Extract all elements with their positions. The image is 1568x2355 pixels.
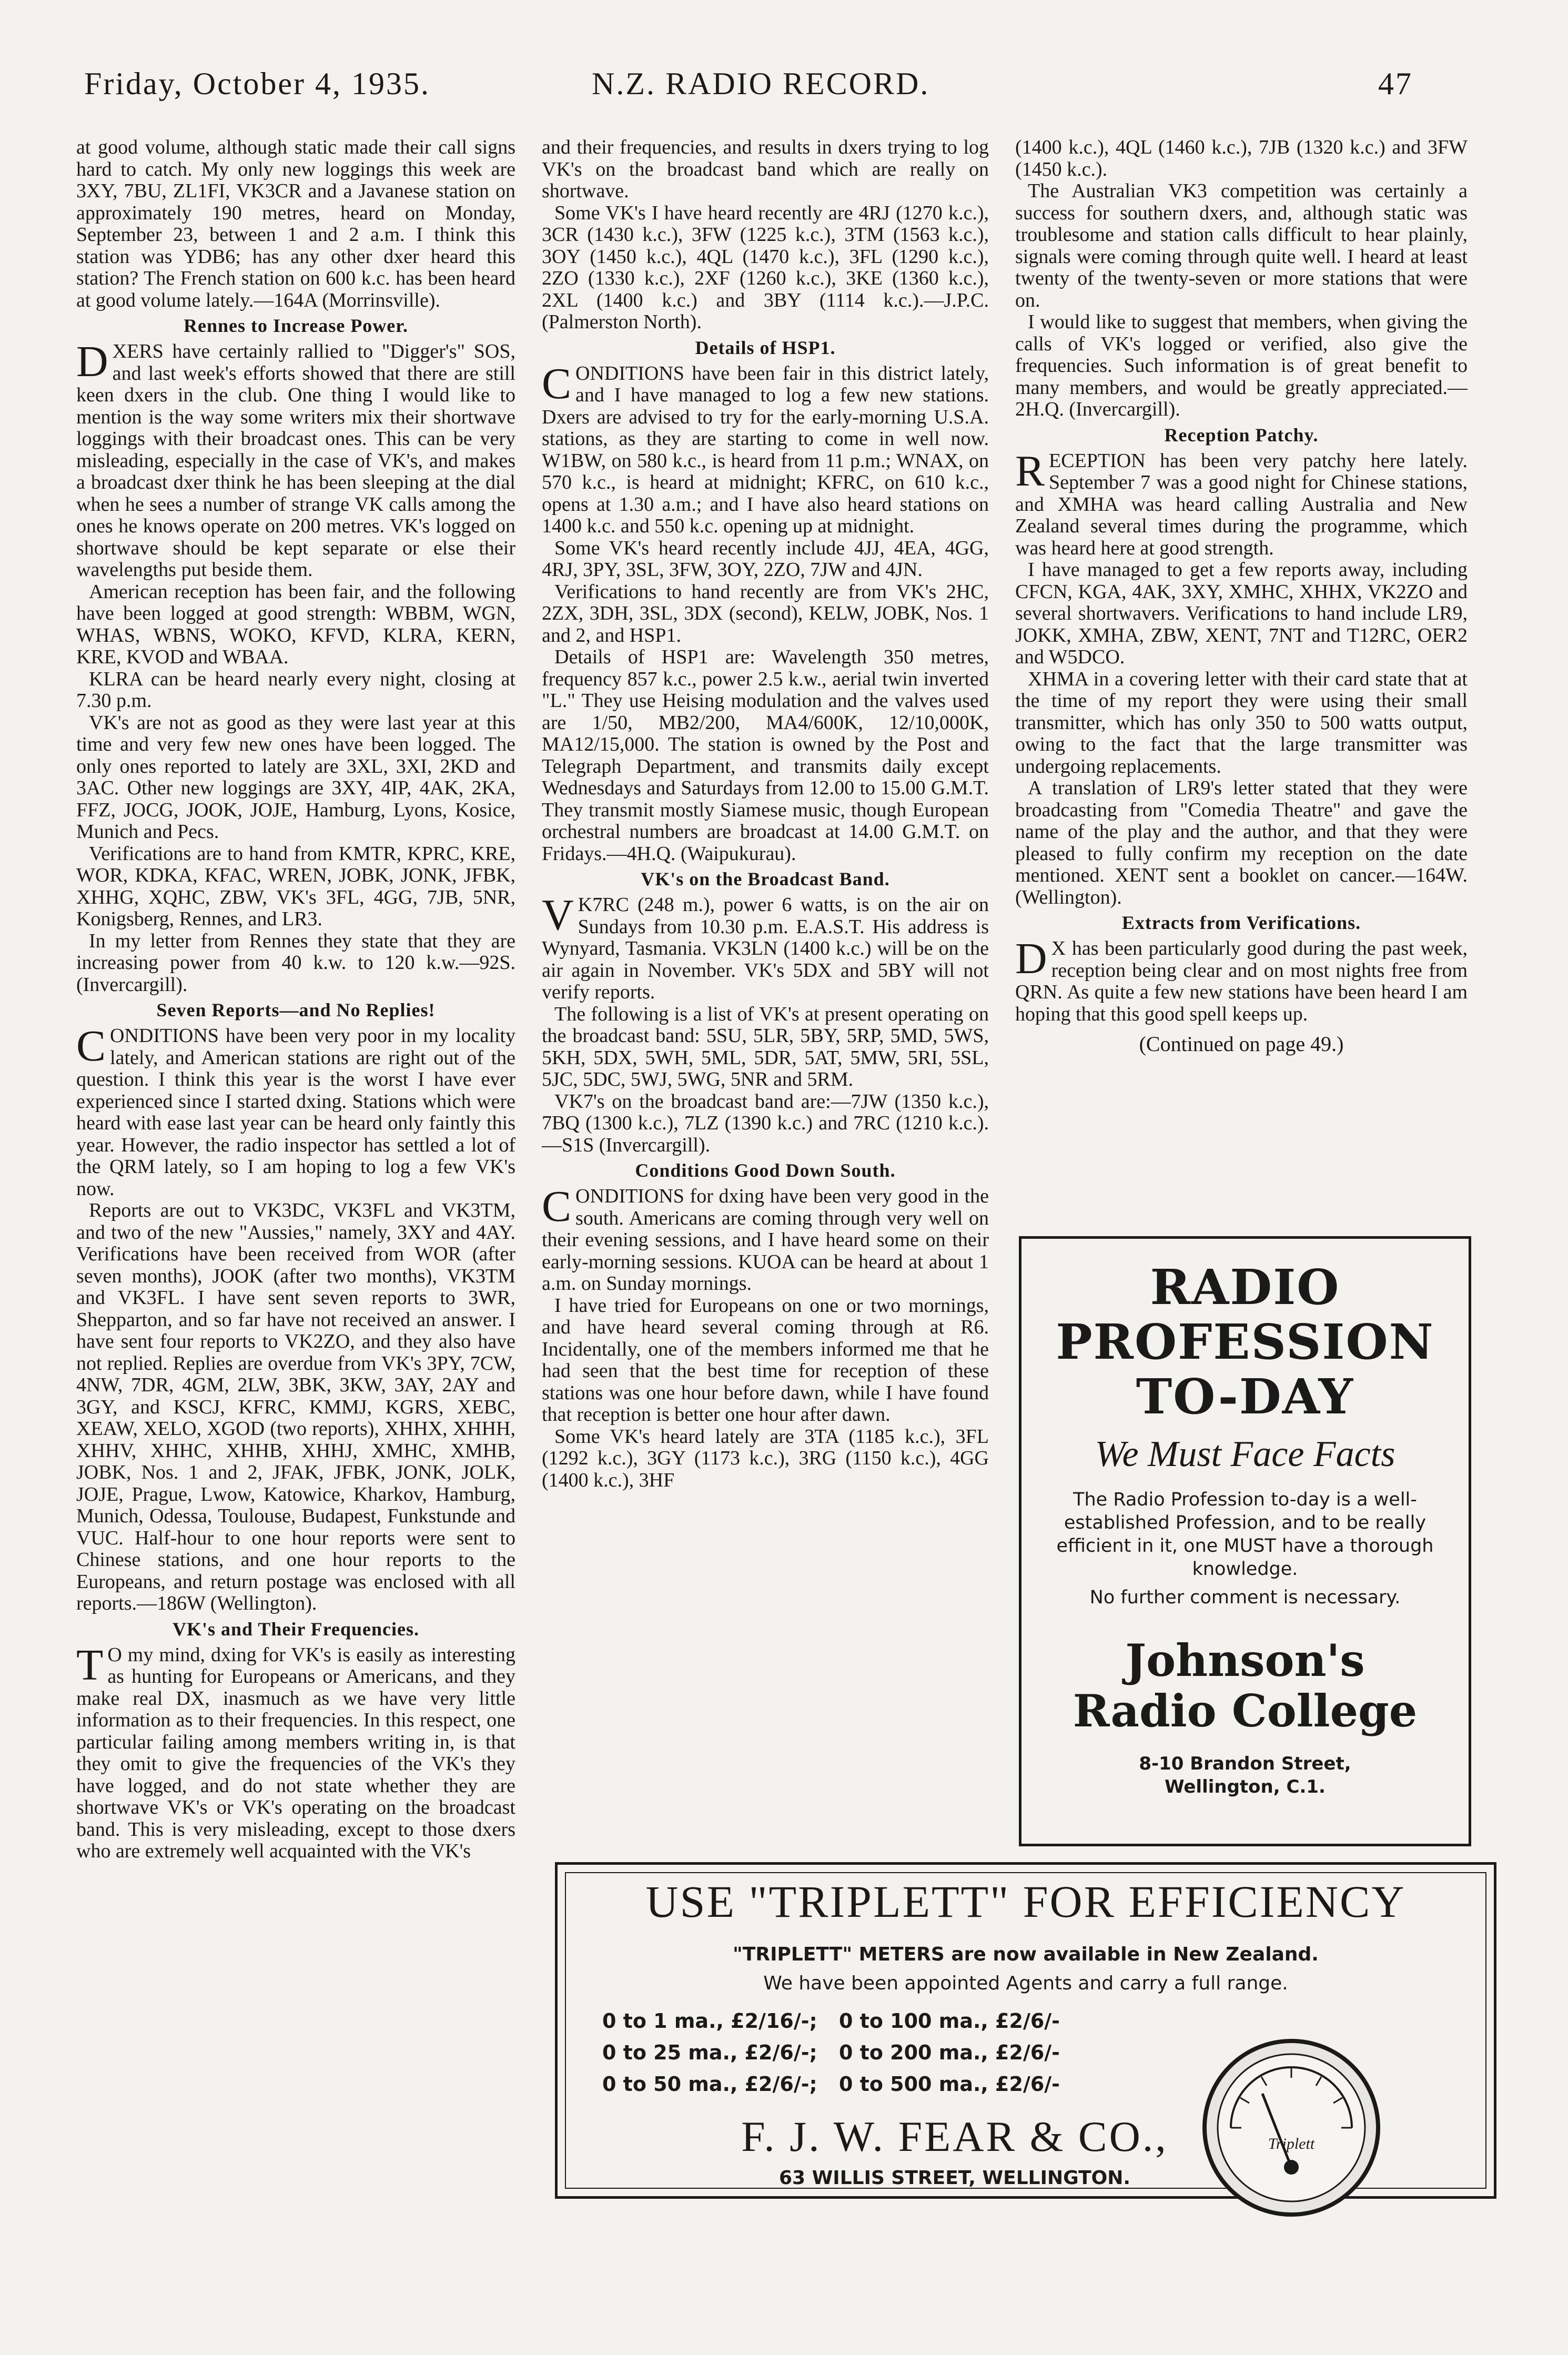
section-heading: Conditions Good Down South. [635, 1160, 896, 1181]
paragraph: (1400 k.c.), 4QL (1460 k.c.), 7JB (1320 k.c.) and 3FW (1450 k.c.). [1015, 136, 1468, 180]
paragraph: CONDITIONS have been fair in this district lately, and I have managed to log a few new stations. Dxers are advised to try for the early-morning U.S.A. stations, as they are starting to come in well now. W1BW, on 580 k.c., is heard from 11 p.m.; WNAX, on 570 k.c., is heard at midnight; KFRC, on 610 k.c., opens at 1.30 a.m.; and I have also heard stations on 1400 k.c. and 550 k.c. opening up at midnight. [542, 359, 989, 537]
paragraph: Details of HSP1 are: Wavelength 350 metres, frequency 857 k.c., power 2.5 k.w., aerial twin inverted "L." They use Heising modulation and the valves used are 1/50, MB2/200, MA4/600K, 12/10,000K, MA12/15,000. The station is owned by the Post and Telegraph Department, and transmits daily except Wednesdays and Saturdays from 12.00 to 15.00 G.M.T. They transmit mostly Siamese music, though European orchestral numbers are broadcast at 14.00 G.M.T. on Fridays.—4H.Q. (Waipukurau). [542, 646, 989, 865]
drop-cap: D [1015, 934, 1047, 983]
price-item: 0 to 1 ma., £2/16/-; [602, 2009, 817, 2033]
paragraph: at good volume, although static made their call signs hard to catch. My only new loggings this week are 3XY, 7BU, ZL1FI, VK3CR and a Javanese station on approximately 190 metres, heard on Monday, September 23, between 1 and 2 a.m. I think this station was YDB6; has any other dxer heard this station? The French station on 600 k.c. has been heard at good volume lately.—164A (Morrinsville). [76, 136, 515, 311]
price-item: 0 to 100 ma., £2/6/- [839, 2009, 1060, 2033]
ad-line-1: "TRIPLETT" METERS are now available in New Zealand. [733, 1944, 1319, 1965]
drop-cap: C [76, 1022, 106, 1070]
drop-cap: T [76, 1640, 104, 1690]
drop-cap: R [1015, 446, 1045, 496]
column-1 [76, 137, 515, 1863]
paragraph: A translation of LR9's letter stated that they were broadcasting from "Comedia Theatre" and gave the name of the play and the author, and that they were pleased to fully confirm my reception on the date mentioned. XENT sent a booklet on cancer.—164W. (Wellington). [1015, 777, 1468, 908]
paragraph: KLRA can be heard nearly every night, closing at 7.30 p.m. [76, 668, 515, 712]
johnsons-radio-college-ad [1019, 1236, 1471, 1846]
paragraph: DXERS have certainly rallied to "Digger's" SOS, and last week's efforts showed that there are still keen dxers in the club. One thing I would like to mention is the way some writers mix their shortwave loggings with their broadcast ones. This can be very misleading, especially in the case of VK's, and makes a broadcast dxer think he has been sleeping at the dial when he sees a number of strange VK calls among the ones he knows operate on 200 metres. VK's logged on shortwave should be kept separate or else their wavelengths put beside them. [76, 337, 515, 581]
drop-cap: C [542, 359, 572, 408]
paragraph: VK7's on the broadcast band are:—7JW (1350 k.c.), 7BQ (1300 k.c.), 7LZ (1390 k.c.) and 7RC (1210 k.c.).—S1S (Invercargill). [542, 1090, 989, 1156]
meter-brand-label: Triplett [1268, 2135, 1315, 2152]
header-publication: N.Z. RADIO RECORD. [592, 66, 930, 101]
meter-gauge-illustration [1199, 2036, 1383, 2220]
paragraph: I would like to suggest that members, when giving the calls of VK's logged or verified, also give the frequencies. Such information is of great benefit to many members, and would be greatly appreciated.—2H.Q. (Invercargill). [1015, 311, 1468, 420]
ad-college-name: Johnson's Radio College [1073, 1634, 1418, 1737]
paragraph: I have tried for Europeans on one or two mornings, and have heard several coming through at R6. Incidentally, one of the members informed me that he had seen that the best time for reception of these stations was one hour before dawn, while I have found that reception is better one hour after dawn. [542, 1294, 989, 1426]
section-heading: Details of HSP1. [695, 337, 836, 358]
continued-note: (Continued on page 49.) [1139, 1032, 1344, 1056]
paragraph: Some VK's I have heard recently are 4RJ (1270 k.c.), 3CR (1430 k.c.), 3FW (1225 k.c.), 3TM (1563 k.c.), 3OY (1450 k.c.), 4QL (1470 k.c.), 3FL (1290 k.c.), 2ZO (1330 k.c.), 2XF (1260 k.c.), 3KE (1360 k.c.), 2XL (1400 k.c.) and 3BY (1114 k.c.).—J.P.C. (Palmerston North). [542, 201, 989, 333]
column-2 [542, 137, 989, 1491]
section-heading: VK's on the Broadcast Band. [641, 868, 890, 890]
price-item: 0 to 25 ma., £2/6/-; [602, 2041, 817, 2064]
price-item: 0 to 50 ma., £2/6/-; [602, 2073, 817, 2096]
section-heading: VK's and Their Frequencies. [172, 1618, 420, 1640]
paragraph: In my letter from Rennes they state that they are increasing power from 40 k.w. to 120 k.w.—92S. (Invercargill). [76, 929, 515, 996]
column-3 [1015, 137, 1468, 1056]
paragraph: CONDITIONS have been very poor in my locality lately, and American stations are right out of the question. I think this year is the worst I have ever experienced since I started dxing. Stations which were heard with ease last year can be heard only faintly this year. However, the radio inspector has settled a lot of the QRM lately, so I am hoping to log a few VK's now. [76, 1022, 515, 1200]
header-date: Friday, October 4, 1935. [84, 66, 430, 101]
paragraph: XHMA in a covering letter with their card state that at the time of my report they were using their small transmitter, which has only 350 to 500 watts output, owing to the fact that the large transmitter was undergoing replacements. [1015, 668, 1468, 777]
paragraph: Reports are out to VK3DC, VK3FL and VK3TM, and two of the new "Aussies," namely, 3XY and 4AY. Verifications have been received from WOR (after seven months), JOOK (after two months), VK3TM and VK3FL. I have sent seven reports to 3WR, Shepparton, and so far have not received an answer. I have sent four reports to VK2ZO, and they also have not replied. Replies are overdue from VK's 3PY, 7CW, 4NW, 7DR, 4GM, 2LW, 3BK, 3KW, 3AY, 2AY and 3GY, and KSCJ, KFRC, KMMJ, KGRS, XEBC, XEAW, XELO, XGOD (two reports), XHHX, XHHH, XHHV, XHHC, XHHB, XHHJ, XMHC, XMHB, JOBK, Nos. 1 and 2, JFAK, JFBK, JONK, JOLK, JOJE, Prague, Lwow, Katowice, Kharkov, Hamburg, Munich, Odessa, Toulouse, Budapest, Funkstunde and VUC. Half-hour to one hour reports were sent to Chinese stations, and one hour reports to the Europeans, and return postage was enclosed with all reports.—186W (Wellington). [76, 1199, 515, 1614]
paragraph: V K7RC (248 m.), power 6 watts, is on the air on Sundays from 10.30 p.m. E.A.S.T. His address is Wynyard, Tasmania. VK3LN (1400 k.c.) will be on the air again in November. VK's 5DX and 5BY will not verify reports. [542, 891, 989, 1003]
ad-body-note: No further comment is necessary. [1089, 1587, 1401, 1608]
paragraph: D X has been particularly good during the past week, reception being clear and on most nights free from QRN. As quite a few new stations have been heard I am hoping that this good spell keeps up. [1015, 934, 1468, 1025]
paragraph: The Australian VK3 competition was certainly a success for southern dxers, and, although static was troublesome and station calls difficult to hear plainly, signals were coming through quite well. I heard at least twenty of the twenty-seven or more stations that were on. [1015, 180, 1468, 311]
ad-line-2: We have been appointed Agents and carry a full range. [763, 1973, 1288, 1994]
paragraph: American reception has been fair, and the following have been logged at good strength: WBBM, WGN, WHAS, WBNS, WOKO, KFVD, KLRA, KERN, KRE, KVOD and WBAA. [76, 580, 515, 668]
section-heading: Seven Reports—and No Replies! [156, 999, 436, 1020]
drop-cap: C [542, 1182, 572, 1231]
drop-cap: V [542, 891, 574, 939]
price-item: 0 to 500 ma., £2/6/- [839, 2073, 1060, 2096]
ad-firm-name: F. J. W. FEAR & CO., [741, 2113, 1168, 2160]
paragraph: Some VK's heard recently include 4JJ, 4EA, 4GG, 4RJ, 3PY, 3SL, 3FW, 3OY, 2ZO, 7JW and 4JN. [542, 537, 989, 581]
paragraph: Some VK's heard lately are 3TA (1185 k.c.), 3FL (1292 k.c.), 3GY (1173 k.c.), 3RG (1150 k.c.), 4GG (1400 k.c.), 3HF [542, 1425, 989, 1491]
ad-firm-address: 63 WILLIS STREET, WELLINGTON. [778, 2167, 1131, 2189]
ad-body: The Radio Profession to-day is a well-established Profession, and to be really efficient in it, one MUST have a thorough knowledge. [1056, 1489, 1434, 1580]
ad-heading-radio: RADIO [1150, 1259, 1340, 1316]
price-item: 0 to 200 ma., £2/6/- [839, 2041, 1060, 2064]
ad-heading-today: TO-DAY [1136, 1368, 1354, 1425]
page-number: 47 [1378, 66, 1413, 101]
section-heading: Reception Patchy. [1164, 424, 1319, 446]
paragraph: The following is a list of VK's at present operating on the broadcast band: 5SU, 5LR, 5BY, 5RP, 5MD, 5WS, 5KH, 5DX, 5WH, 5ML, 5DR, 5AT, 5MW, 5RI, 5SL, 5JC, 5DC, 5WJ, 5WG, 5NR and 5RM. [542, 1003, 989, 1090]
ad-address: 8-10 Brandon Street, Wellington, C.1. [1139, 1753, 1351, 1797]
ad-headline: USE "TRIPLETT" FOR EFFICIENCY [645, 1876, 1406, 1927]
section-heading: Extracts from Verifications. [1121, 912, 1361, 933]
section-heading: Rennes to Increase Power. [184, 315, 408, 336]
paragraph: Verifications are to hand from KMTR, KPRC, KRE, WOR, KDKA, KFAC, WREN, JOBK, JONK, JFBK, XHHG, XQHC, ZBW, VK's 3FL, 4GG, 7JB, 5NR, Konigsberg, Rennes, and LR3. [76, 842, 515, 930]
paragraph: Verifications to hand recently are from VK's 2HC, 2ZX, 3DH, 3SL, 3DX (second), KELW, JOBK, Nos. 1 and 2, and HSP1. [542, 580, 989, 646]
ad-tagline: We Must Face Facts [1095, 1434, 1395, 1474]
paragraph: VK's are not as good as they were last year at this time and very few new ones have been logged. The only ones reported to lately are 3XL, 3XI, 2KD and 3AC. Other new loggings are 3XY, 4IP, 4AK, 2KA, FFZ, JOCG, JOOK, JOJE, Hamburg, Lyons, Kosice, Munich and Pecs. [76, 711, 515, 843]
paragraph: and their frequencies, and results in dxers trying to log VK's on the broadcast band which are really on shortwave. [542, 136, 989, 202]
paragraph: RECEPTION has been very patchy here lately. September 7 was a good night for Chinese stations, and XMHA was heard calling Australia and New Zealand several times during the programme, which was heard here at good strength. [1015, 446, 1468, 559]
paragraph: I have managed to get a few reports away, including CFCN, KGA, 4AK, 3XY, XMHC, XHHX, VK2ZO and several shortwavers. Verifications to hand include LR9, JOKK, XMHA, ZBW, XENT, 7NT and T12RC, OER2 and W5DCO. [1015, 559, 1468, 668]
page-header [84, 66, 1504, 113]
paragraph: CONDITIONS for dxing have been very good in the south. Americans are coming through very well on their evening sessions, and I have heard some on their early-morning sessions. KUOA can be heard at about 1 a.m. on Sunday mornings. [542, 1182, 989, 1295]
drop-cap: D [76, 337, 108, 386]
ad-heading-profession: PROFESSION [1056, 1313, 1434, 1370]
paragraph: T O my mind, dxing for VK's is easily as interesting as hunting for Europeans or Americans, and they make real DX, inasmuch as we have very little information as to their frequencies. In this respect, one particular failing among members writing in, is that they omit to give the frequencies of the VK's they have logged, and do not state whether they are shortwave VK's or VK's operating on the broadcast band. This is very misleading, except to those dxers who are extremely well acquainted with the VK's [76, 1640, 515, 1862]
